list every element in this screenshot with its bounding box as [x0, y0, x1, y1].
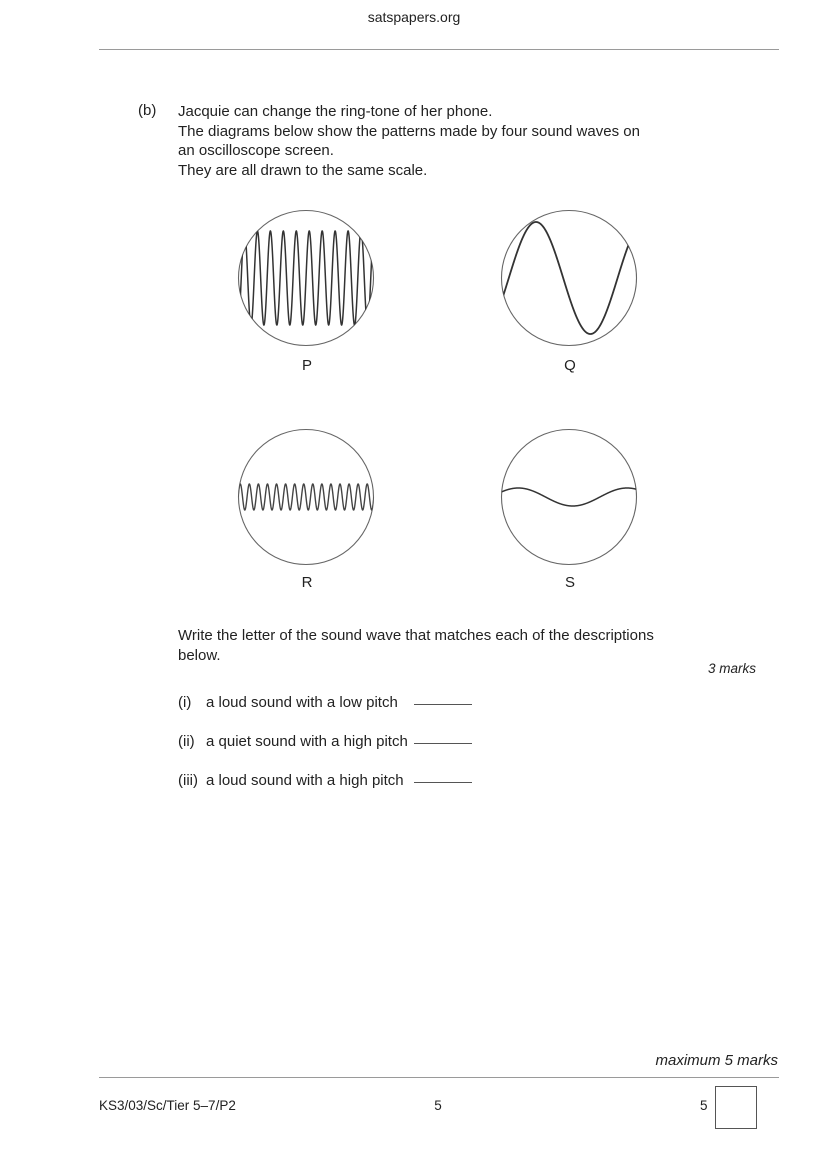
answer-item-iii — [178, 772, 472, 789]
paper-code: KS3/03/Sc/Tier 5–7/P2 — [99, 1098, 236, 1113]
page-number: 5 — [434, 1098, 442, 1113]
item-number: (iii) — [178, 772, 198, 789]
diagram-label-r: R — [301, 574, 313, 591]
maximum-marks: maximum 5 marks — [655, 1052, 778, 1069]
question-part-label: (b) — [138, 102, 157, 119]
wave-r — [238, 484, 374, 510]
instruction-text — [178, 626, 654, 665]
instruction-line: Write the letter of the sound wave that matches each of the descriptions — [178, 627, 654, 644]
diagram-q — [501, 211, 637, 346]
diagram-r — [238, 430, 374, 565]
score-label: 5 — [700, 1098, 708, 1113]
item-text: a loud sound with a high pitch — [206, 772, 404, 789]
question-line: The diagrams below show the patterns made by four sound waves on — [178, 122, 640, 140]
item-number: (ii) — [178, 733, 195, 750]
answer-item-ii — [178, 733, 472, 750]
wave-s — [501, 488, 637, 506]
answer-item-i — [178, 694, 472, 711]
item-number: (i) — [178, 694, 192, 711]
item-text: a quiet sound with a high pitch — [206, 733, 408, 750]
question-line: an oscilloscope screen. — [178, 142, 334, 160]
diagram-label-q: Q — [564, 357, 576, 374]
question-line: Jacquie can change the ring-tone of her phone. — [178, 103, 493, 120]
diagram-label-p: P — [301, 357, 312, 374]
footer-divider — [99, 1077, 779, 1078]
marks-label: 3 marks — [707, 661, 756, 676]
diagram-label-s: S — [564, 574, 575, 591]
wave-q — [501, 222, 637, 334]
instruction-line: below. — [178, 646, 221, 664]
answer-blank-i[interactable] — [414, 704, 472, 705]
score-box[interactable] — [715, 1086, 757, 1129]
site-header: satspapers.org — [367, 9, 461, 25]
wave-p — [238, 231, 374, 325]
answer-blank-iii[interactable] — [414, 782, 472, 783]
question-line: They are all drawn to the same scale. — [178, 161, 428, 179]
diagram-s — [501, 430, 637, 565]
diagram-p — [238, 211, 374, 346]
item-text: a loud sound with a low pitch — [206, 694, 398, 711]
answer-blank-ii[interactable] — [414, 743, 472, 744]
